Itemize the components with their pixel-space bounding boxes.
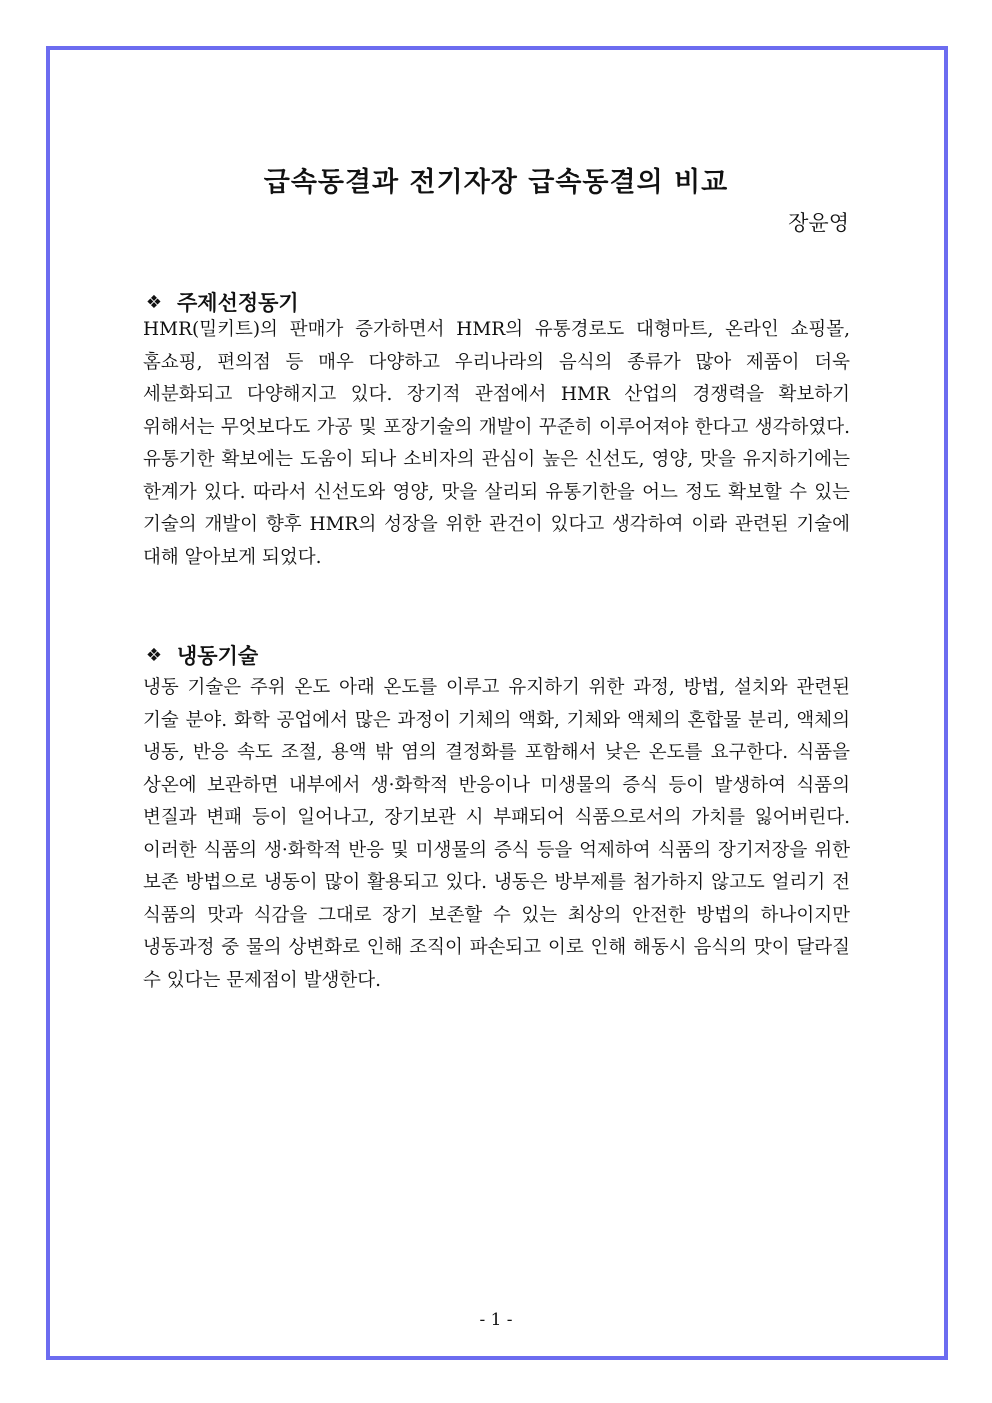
page-number: - 1 - (479, 1310, 513, 1330)
diamond-bullet-icon: ❖ (145, 291, 163, 313)
section-body-topic-motivation: HMR(밀키트)의 판매가 증가하면서 HMR의 유통경로도 대형마트, 온라인 쇼핑몰, 홈쇼핑, 편의점 등 매우 다양하고 우리나라의 음식의 종류가 많아 제품이 더욱 세분화되고 다양해지고 있다. 장기적 관점에서 HMR 산업의 경쟁력을 확보하기 위해서는 무엇보다도 가공 및 포장기술의 개발이 꾸준히 이루어져야 한다고 생각하였다. 유통기한 확보에는 도움이 되나 소비자의 관심이 높은 신선도, 영양, 맛을 유지하기에는 한계가 있다. 따라서 신선도와 영양, 맛을 살리되 유통기한을 어느 정도 확보할 수 있는 기술의 개발이 향후 HMR의 성장을 위한 관건이 있다고 생각하여 이롸 관련된 기술에 대해 알아보게 되었다. (143, 319, 850, 568)
document-title: 급속동결과 전기자장 급속동결의 비교 (263, 167, 729, 198)
diamond-bullet-icon: ❖ (145, 644, 163, 666)
section-heading-label: 주제선정동기 (177, 291, 299, 315)
section-heading-freezing-technology (143, 640, 258, 670)
section-body-freezing-technology: 냉동 기술은 주위 온도 아래 온도를 이루고 유지하기 위한 과정, 방법, 설치와 관련된 기술 분야. 화학 공업에서 많은 과정이 기체의 액화, 기체와 액체의 혼합물 분리, 액체의 냉동, 반응 속도 조절, 용액 밖 염의 결정화를 포함해서 낮은 온도를 요구한다. 식품을 상온에 보관하면 내부에서 생·화학적 반응이나 미생물의 증식 등이 발생하여 식품의 변질과 변패 등이 일어나고, 장기보관 시 부패되어 식품으로서의 가치를 잃어버린다. 이러한 식품의 생·화학적 반응 및 미생물의 증식 등을 억제하여 식품의 장기저장을 위한 보존 방법으로 냉동이 많이 활용되고 있다. 냉동은 방부제를 첨가하지 않고도 얼리기 전 식품의 맛과 식감을 그대로 장기 보존할 수 있는 최상의 안전한 방법의 하나이지만 냉동과정 중 물의 상변화로 인해 조직이 파손되고 이로 인해 해동시 음식의 맛이 달라질 수 있다는 문제점이 발생한다. (143, 677, 850, 991)
author-name: 장윤영 (788, 211, 849, 235)
section-heading-topic-motivation (143, 287, 299, 317)
section-heading-label: 냉동기술 (177, 644, 259, 668)
